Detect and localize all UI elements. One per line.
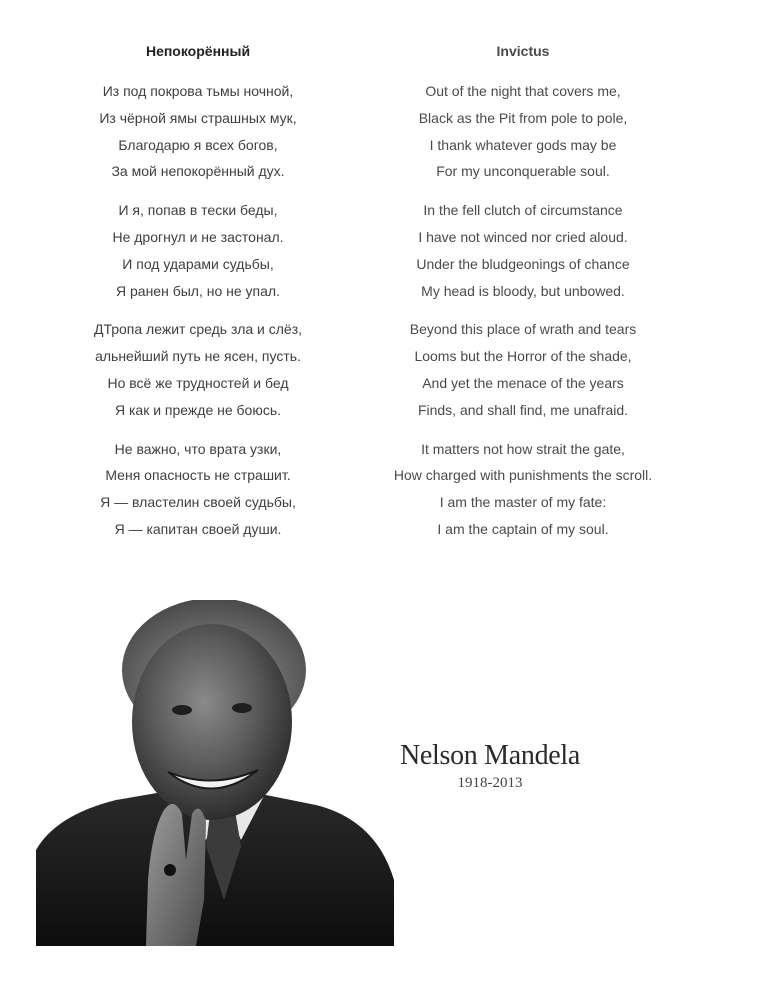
poem-line: альнейший путь не ясен, пусть. — [95, 348, 301, 365]
portrait-caption — [380, 738, 600, 792]
poem-line: How charged with punishments the scroll. — [393, 467, 653, 484]
right-eye — [232, 703, 252, 713]
poem-line: Я — капитан своей души. — [114, 520, 282, 537]
poem-line: I have not winced nor cried aloud. — [418, 228, 628, 245]
poem-line: Beyond this place of wrath and tears — [409, 321, 637, 338]
portrait-photo — [36, 600, 396, 946]
poem-line: Из под покрова тьмы ночной, — [102, 83, 294, 99]
ring-shape — [164, 864, 176, 876]
poem-line: Black as the Pit from pole to pole, — [418, 109, 628, 126]
poem-line: For my unconquerable soul. — [436, 163, 610, 180]
russian-poem — [60, 40, 336, 555]
stanza — [60, 78, 336, 185]
poem-line: Я как и прежде не боюсь. — [114, 401, 282, 418]
stanza — [383, 436, 663, 543]
poem-line: И под ударами судьбы, — [122, 255, 274, 272]
poem-line: Looms but the Horror of the shade, — [414, 348, 632, 365]
person-name: Nelson Mandela — [399, 740, 581, 771]
poem-line: Благодарю я всех богов, — [118, 136, 278, 153]
poem-line: And yet the menace of the years — [422, 374, 624, 391]
face-shape — [132, 624, 292, 820]
poem-line: I am the captain of my soul. — [437, 520, 609, 537]
poem-line: I am the master of my fate: — [439, 494, 607, 511]
poem-line: И я, попав в тески беды, — [118, 202, 278, 219]
life-years: 1918-2013 — [457, 775, 523, 791]
poem-line: Не важно, что врата узки, — [114, 440, 282, 457]
poem-line: Under the bludgeonings of chance — [416, 255, 630, 272]
stanza — [383, 197, 663, 304]
poem-line: Я ранен был, но не упал. — [116, 282, 280, 299]
poem-line: Меня опасность не страшит. — [105, 467, 291, 484]
stanza — [60, 197, 336, 304]
poem-line: Finds, and shall find, me unafraid. — [417, 401, 629, 418]
poem-line: Out of the night that covers me, — [425, 83, 621, 99]
stanza — [60, 436, 336, 543]
left-eye — [172, 705, 192, 715]
poem-line: It matters not how strait the gate, — [421, 440, 625, 457]
stanza — [383, 78, 663, 185]
poem-line: In the fell clutch of circumstance — [423, 202, 623, 219]
poem-line: За мой непокорённый дух. — [111, 163, 285, 180]
stanza — [60, 316, 336, 423]
poem-line: I thank whatever gods may be — [429, 136, 617, 153]
poem-line: Из чёрной ямы страшных мук, — [99, 109, 297, 126]
poem-line: ДТропа лежит средь зла и слёз, — [93, 321, 303, 338]
english-poem — [383, 40, 663, 555]
poem-line: Я — властелин своей судьбы, — [100, 494, 296, 511]
english-poem-title: Invictus — [496, 43, 550, 59]
poem-line: My head is bloody, but unbowed. — [421, 282, 625, 299]
russian-poem-title: Непокорённый — [145, 43, 251, 59]
poem-line: Не дрогнул и не застонал. — [112, 228, 284, 245]
stanza — [383, 316, 663, 423]
poem-line: Но всё же трудностей и бед — [107, 374, 289, 391]
